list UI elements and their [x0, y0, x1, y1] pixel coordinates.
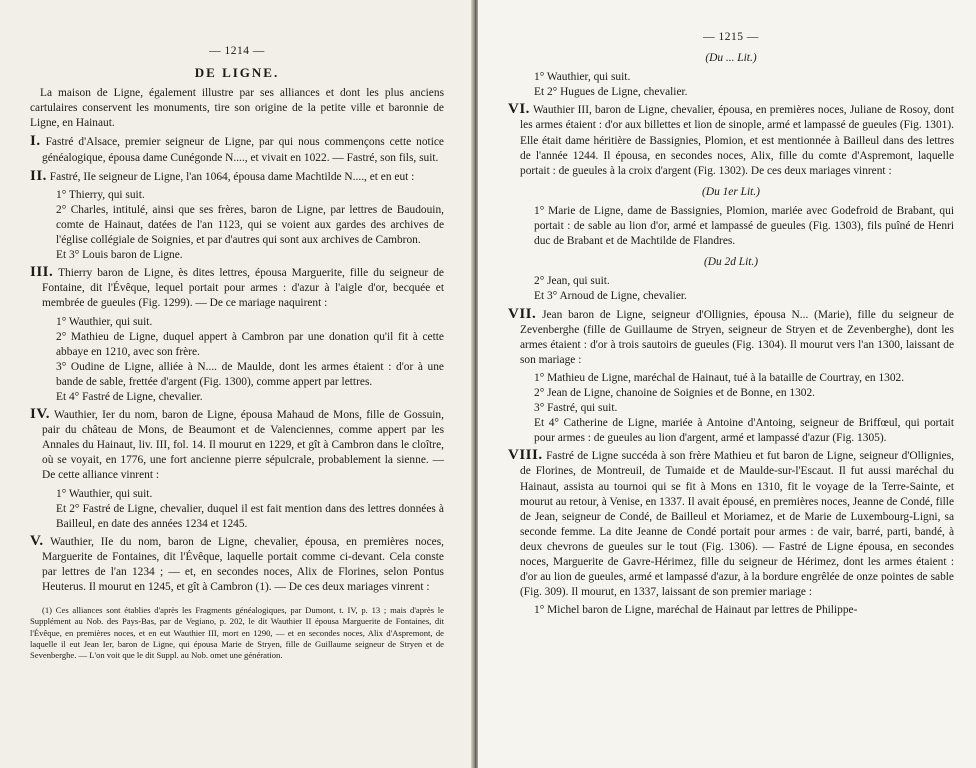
entry-iii-child-1: 1° Wauthier, qui suit.: [56, 315, 153, 328]
entry-vii-child-4: Et 4° Catherine de Ligne, mariée à Antoine d'Antoing, seigneur de Briffœul, qui portait pour armes : de gueules au lion d'argent, armé et lampassé d'azur (Fig. 1305).: [534, 417, 954, 445]
entry-v-text: Wauthier, IIe du nom, baron de Ligne, chevalier, épousa, en premières noces, Marguerite de Fontaines, dit l'Évêque, laquelle portait comme ci-devant. Cela conste par lettres de l'an 1234 ; — et, en secondes noces, Alix de Florines, selon Pontus Heuterus. Il mourut en 1245, et gît à Cambron (1). — De ces deux mariages vinrent :: [42, 535, 444, 594]
roman-numeral-v: V.: [30, 532, 44, 549]
entry-vii-child-3: 3° Fastré, qui suit.: [534, 402, 618, 415]
roman-numeral-vi: VI.: [508, 101, 530, 118]
entry-vi: [508, 102, 954, 178]
entry-ii-text: Fastré, IIe seigneur de Ligne, l'an 1064, épousa dame Machtilde N...., et en eut :: [49, 170, 415, 183]
right-page-body: [508, 30, 954, 618]
intro-paragraph: La maison de Ligne, également illustre par ses alliances et dont les plus anciens cartulaires conservent les monuments, tire son origine de la petite ville et baronnie de Ligne, en Hainaut.: [30, 87, 444, 130]
entry-i: [30, 134, 444, 165]
roman-numeral-vii: VII.: [508, 305, 537, 322]
section-heading-du-lit: (Du ... Lit.): [705, 52, 757, 65]
page-number-right: — 1215 —: [703, 31, 759, 43]
roman-numeral-iv: IV.: [30, 406, 50, 423]
entry-iv-text: Wauthier, Ier du nom, baron de Ligne, épousa Mahaud de Mons, fille de Gossuin, pair du château de Mons, de Beaumont et de Valenciennes, comme appert par les Annales du Hainaut, liv. III, fol. 14. Il mourut en 1229, et gît à Cambron dans le cloître, où se voyait, en 1776, une fort ancienne pierre sépulcrale, probablement la sienne. — De cette alliance vinrent :: [42, 409, 444, 482]
left-page: [0, 0, 474, 768]
entry-vi-child-3: Et 3° Arnoud de Ligne, chevalier.: [534, 290, 687, 303]
continued-child-1: 1° Wauthier, qui suit.: [534, 71, 631, 84]
entry-iii-child-3: 3° Oudine de Ligne, alliée à N.... de Maulde, dont les armes étaient : d'or à une bande de sable, frettée d'argent (Fig. 1300), comme appert par lettres.: [56, 360, 444, 388]
roman-numeral-viii: VIII.: [508, 447, 543, 464]
roman-numeral-i: I.: [30, 133, 41, 150]
section-heading-first-marriage: (Du 1er Lit.): [702, 185, 760, 198]
entry-iv-child-1: 1° Wauthier, qui suit.: [56, 487, 153, 500]
footnote: (1) Ces alliances sont établies d'après les Fragments généalogiques, par Dumont, t. IV, p. 13 ; mais d'après le Supplément au Nob. des Pays-Bas, par de Vegiano, p. 202, le dit Wauthier II épousa Marguerite de Fontaines, dit l'Évêque, en premières noces, et en eut Wauthier III, mort en 1290, — et en secondes noces, Alix d'Aspremont, de laquelle il eut Jean Ier, baron de Ligne, qui épousa Marie de Stryen, fille de Guillaume seigneur de Stryen et de Sevenberghe. — L'on voit que le dit Suppl. au Nob. omet une génération.: [30, 605, 444, 661]
entry-vi-child-1: 1° Marie de Ligne, dame de Bassignies, Plomion, mariée avec Godefroid de Brabant, qui portait : de sable au lion d'or, armé et lampassé de gueules (Fig. 1303), fils puîné de Henri duc de Brabant et de Machtilde de Flandres.: [534, 204, 954, 248]
entry-ii-child-2: 2° Charles, intitulé, ainsi que ses frères, baron de Ligne, par lettres de Baudouin, comte de Hainaut, datées de l'an 1123, qui se voient aux gardes des archives de l'église collégiale de Soignies, et par d'autres qui sont aux archives de Cambron.: [56, 203, 444, 247]
left-page-body: [30, 44, 444, 662]
entry-vii: [508, 307, 954, 368]
page-number-left: — 1214 —: [209, 45, 265, 57]
entry-viii-text: Fastré de Ligne succéda à son frère Mathieu et fut baron de Ligne, seigneur d'Ollignies, de Florines, de Montreuil, de Tumaide et de Maulde-sur-l'Escaut. Il fut aussi maréchal du Hainaut, assista au tournoi qui se fit à Mons en 1310, fit le voyage de la Terre-Sainte, et mourut au retour, à Venise, en 1337. Il avait épousé, en premières noces, Jeanne de Condé, fille de Jean, seigneur de Condé, de Bailleul et Moriamez, et de Marie de Luxembourg-Ligni, sa seconde femme. La dite Jeanne de Condé portait pour armes : de vair, barré, parti, bandé, à deux chevrons de gueules sur le tout (Fig. 1306). — Fastré de Ligne épousa, en secondes noces, Marguerite de Gavre-Hérimez, fille du seigneur de Hérimez, dont les armes étaient : d'or au lion de gueules, armé et lampassé d'azur, à la bordure engrêlée de onze pointes de sable (Fig. 309). Il mourut, en 1337, laissant de son premier mariage :: [520, 450, 954, 599]
entry-iii-child-2: 2° Mathieu de Ligne, duquel appert à Cambron par une donation qu'il fit à cette abbaye en 1210, avec son frère.: [56, 330, 444, 358]
entry-vi-child-2: 2° Jean, qui suit.: [534, 275, 610, 288]
entry-ii-child-1: 1° Thierry, qui suit.: [56, 188, 145, 201]
entry-ii: [30, 169, 444, 185]
entry-v: [30, 534, 444, 595]
entry-vii-child-1: 1° Mathieu de Ligne, maréchal de Hainaut, tué à la bataille de Courtray, en 1302.: [534, 371, 905, 384]
continued-child-2: Et 2° Hugues de Ligne, chevalier.: [534, 86, 688, 99]
entry-iv: [30, 407, 444, 483]
entry-iv-child-2: Et 2° Fastré de Ligne, chevalier, duquel il est fait mention dans des lettres données à Bailleul, en date des années 1234 et 1245.: [56, 502, 444, 530]
roman-numeral-ii: II.: [30, 167, 47, 184]
entry-vii-child-2: 2° Jean de Ligne, chanoine de Soignies et de Bonne, en 1302.: [534, 386, 816, 399]
entry-iii-child-4: Et 4° Fastré de Ligne, chevalier.: [56, 390, 203, 403]
section-heading-second-marriage: (Du 2d Lit.): [703, 256, 759, 269]
page-title: DE LIGNE.: [194, 65, 280, 81]
entry-viii-child-1: 1° Michel baron de Ligne, maréchal de Hainaut par lettres de Philippe-: [534, 604, 858, 617]
entry-vii-text: Jean baron de Ligne, seigneur d'Ollignies, épousa N... (Marie), fille du seigneur de Zevenberghe (fille de Guillaume de Stryen, seigneur de Stryen et de Zevenberghe), dont les armes étaient : d'or à trois sautoirs de gueules (Fig. 1304). Il mourut vers l'an 1300, laissant de son mariage :: [520, 308, 954, 366]
entry-viii: [508, 448, 954, 600]
entry-i-text: Fastré d'Alsace, premier seigneur de Ligne, par qui nous commençons cette notice généalogique, épousa dame Cunégonde N...., et vivait en 1022. — Fastré, son fils, suit.: [42, 136, 444, 164]
entry-iii: [30, 265, 444, 311]
entry-vi-text: Wauthier III, baron de Ligne, chevalier, épousa, en premières noces, Juliane de Rosoy, dont les armes étaient : d'or aux billettes et lion de sinople, armé et lampassé de gueules (Fig. 1301). Elle était dame héritière de Bassignies, Plomion, et est mentionnée à Bailleul dans des lettres de l'année 1244. Il épousa, en secondes noces, Alix, fille du comte d'Aspremont, laquelle portait : de gueules à la croix d'argent (Fig. 1302). De ces deux mariages vinrent :: [520, 104, 954, 177]
roman-numeral-iii: III.: [30, 264, 54, 281]
entry-iii-text: Thierry baron de Ligne, ès dites lettres, épousa Marguerite, fille du seigneur de Fontaine, dit l'Évêque, lequel portait pour armes : d'azur à l'aigle d'or, becquée et membrée de gueules (Fig. 1299). — De ce mariage naquirent :: [42, 267, 444, 310]
entry-ii-child-3: Et 3° Louis baron de Ligne.: [56, 249, 183, 262]
right-page: [478, 0, 976, 768]
